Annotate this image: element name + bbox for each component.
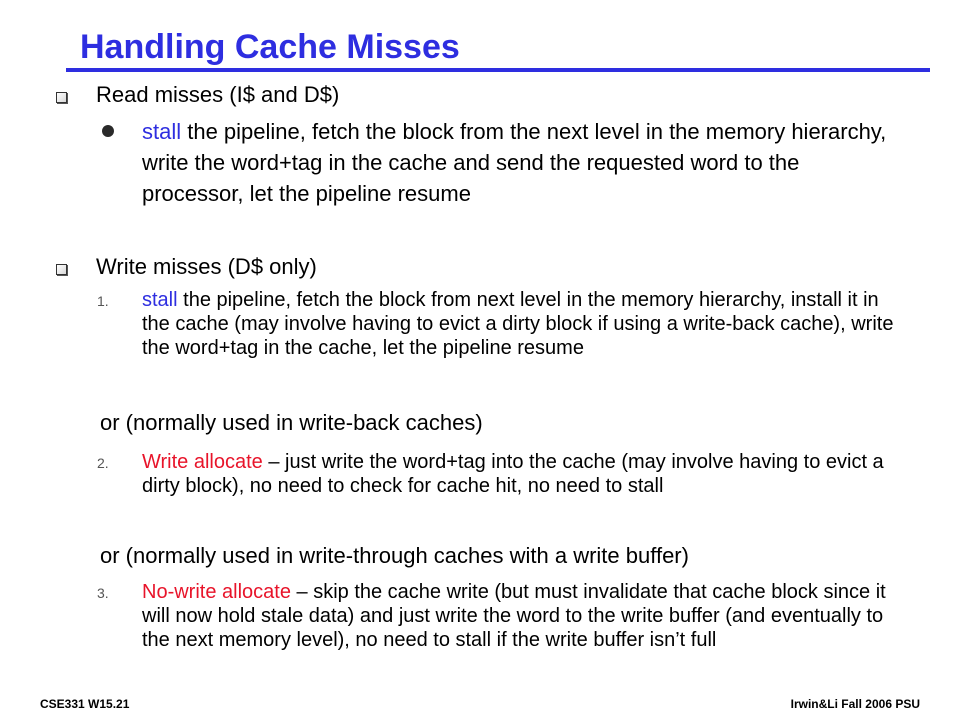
write-miss-option-2-text: – just write the word+tag into the cache (may involve having to evict a dirty block), no need to check for cache hit, no need to stall — [142, 451, 884, 497]
stall-highlight: stall — [142, 289, 178, 311]
slide-title: Handling Cache Misses — [80, 28, 460, 66]
write-allocate-highlight: Write allocate — [142, 451, 263, 473]
write-miss-option-1-text: the pipeline, fetch the block from next level in the memory hierarchy, install it in the cache (may involve having to evict a dirty block if using a write-back cache), write the word+tag in the cache, let the pipeline resume — [142, 289, 894, 359]
or-write-through: or (normally used in write-through caches with a write buffer) — [100, 543, 689, 568]
footer-credit: Irwin&Li Fall 2006 PSU — [790, 697, 920, 711]
footer-course: CSE331 W15.21 — [40, 697, 130, 711]
write-miss-option-3-text: – skip the cache write (but must invalidate that cache block since it will now hold stale data) and just write the word to the write buffer (and eventually to the next memory level), no need to stall if the write buffer isn’t full — [142, 581, 886, 651]
square-bullet-icon — [56, 264, 67, 275]
write-miss-option-3 — [142, 580, 902, 652]
no-write-allocate-highlight: No-write allocate — [142, 581, 291, 603]
list-number-3: 3. — [97, 585, 109, 601]
square-bullet-icon — [56, 92, 67, 103]
list-number-1: 1. — [97, 293, 109, 309]
round-bullet-icon — [102, 125, 114, 137]
read-misses-detail — [142, 116, 902, 209]
title-underline — [66, 68, 930, 72]
stall-highlight: stall — [142, 119, 182, 144]
bullet-write-misses: Write misses (D$ only) — [96, 254, 317, 279]
write-miss-option-1 — [142, 288, 902, 360]
list-number-2: 2. — [97, 455, 109, 471]
write-miss-option-2 — [142, 450, 902, 498]
bullet-read-misses: Read misses (I$ and D$) — [96, 82, 340, 107]
read-misses-detail-text: the pipeline, fetch the block from the next level in the memory hierarchy, write the word+tag in the cache and send the requested word to the processor, let the pipeline resume — [142, 119, 887, 206]
or-write-back: or (normally used in write-back caches) — [100, 410, 483, 435]
